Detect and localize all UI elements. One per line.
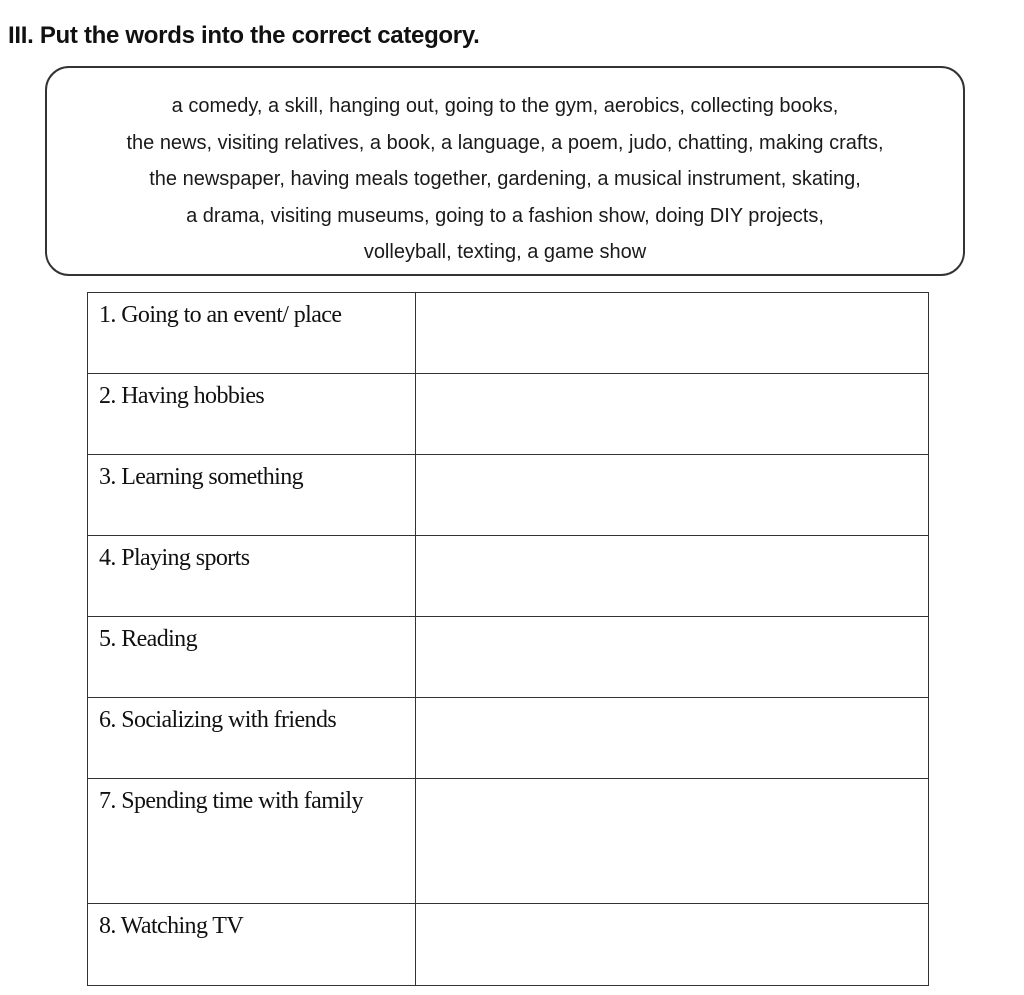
category-label: 8. Watching TV [88,904,416,986]
answer-cell[interactable] [415,617,928,698]
word-bank-line: the news, visiting relatives, a book, a language, a poem, judo, chatting, making crafts, [126,131,884,154]
table-row [88,617,929,698]
category-label: 5. Reading [88,617,416,698]
category-label: 2. Having hobbies [88,374,416,455]
table-row [88,904,929,986]
table-row [88,374,929,455]
table-row [88,455,929,536]
table-row [88,293,929,374]
table-row [88,698,929,779]
word-bank-line: a drama, visiting museums, going to a fashion show, doing DIY projects, [186,204,824,227]
category-table [87,292,929,986]
category-label: 4. Playing sports [88,536,416,617]
category-label: 3. Learning something [88,455,416,536]
table-row [88,779,929,904]
answer-cell[interactable] [415,904,928,986]
answer-cell[interactable] [415,455,928,536]
answer-cell[interactable] [415,293,928,374]
category-label: 6. Socializing with friends [88,698,416,779]
answer-cell[interactable] [415,536,928,617]
word-bank-box [45,66,965,276]
answer-cell[interactable] [415,374,928,455]
word-bank-line: a comedy, a skill, hanging out, going to the gym, aerobics, collecting books, [171,95,839,117]
answer-cell[interactable] [415,779,928,904]
table-row [88,536,929,617]
category-label: 1. Going to an event/ place [88,293,416,374]
word-bank-line: the newspaper, having meals together, gardening, a musical instrument, skating, [149,168,861,190]
category-label: 7. Spending time with family [88,779,416,904]
answer-cell[interactable] [415,698,928,779]
word-bank-line: volleyball, texting, a game show [363,241,647,263]
exercise-title: III. Put the words into the correct category. [8,22,480,49]
